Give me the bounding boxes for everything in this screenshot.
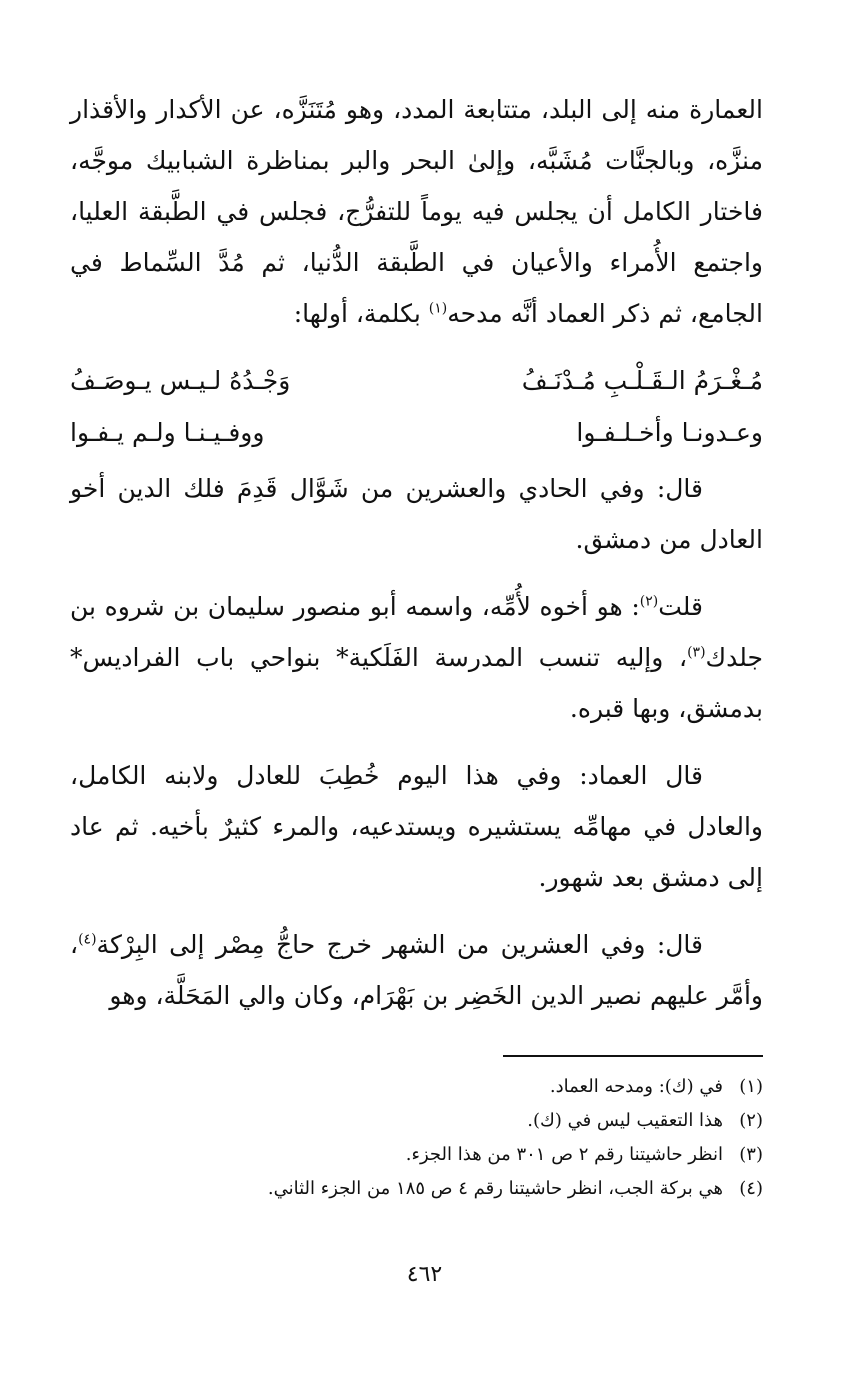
paragraph-5-text-b: ، وأمَّر عليهم نصير الدين الخَضِر بن بَهْرَام، وكان والي المَحَلَّة، وهو — [70, 930, 763, 1010]
footnote-text: في (ك): ومدحه العماد. — [549, 1076, 723, 1097]
paragraph-1-end: بكلمة، أولها: — [293, 299, 429, 328]
verse-2-first-hemistich: وعـدونـا وأخـلـفـوا — [576, 418, 763, 447]
paragraph-5-text-a: قال: وفي العشرين من الشهر خرج حاجُّ مِصْر إلى البِرْكة — [96, 930, 703, 959]
page-body — [70, 84, 763, 1037]
footnote-3 — [70, 1138, 763, 1172]
footnote-number: (٤) — [739, 1178, 763, 1199]
paragraph-3 — [70, 581, 763, 734]
paragraph-2: قال: وفي الحادي والعشرين من شَوَّال قَدِمَ فلك الدين أخو العادل من دمشق. — [70, 474, 763, 554]
footnote-ref-1[interactable]: (١) — [428, 300, 448, 317]
footnote-4 — [70, 1172, 763, 1206]
footnote-number: (٣) — [739, 1144, 763, 1165]
footnote-1 — [70, 1070, 763, 1104]
paragraph-3-text-a: قلت — [658, 592, 703, 621]
verse-line-1 — [70, 355, 763, 407]
verse-1-first-hemistich: مُـغْـرَمُ الـقَـلْـبِ مُـدْنَـفُ — [521, 366, 763, 395]
footnote-ref-3[interactable]: (٣) — [687, 644, 706, 661]
paragraph-5 — [70, 919, 763, 1021]
paragraph-1 — [70, 84, 763, 339]
paragraph-3-text-b: : هو أخوه لأُمِّه، واسمه أبو منصور سليمان بن شروه بن جلدك — [70, 592, 763, 672]
verse-2-second-hemistich: ووفـيـنـا ولـم يـفـوا — [70, 418, 265, 447]
footnote-text: انظر حاشيتنا رقم ٢ ص ٣٠١ من هذا الجزء. — [405, 1144, 723, 1165]
footnote-ref-2[interactable]: (٢) — [639, 593, 659, 610]
footnotes — [70, 1070, 763, 1206]
footnote-2 — [70, 1104, 763, 1138]
verse-line-2 — [70, 407, 763, 459]
footnote-ref-4[interactable]: (٤) — [78, 931, 97, 948]
footnote-separator — [503, 1055, 763, 1057]
page-number: ٤٦٢ — [406, 1262, 443, 1287]
footnote-text: هي بركة الجب، انظر حاشيتنا رقم ٤ ص ١٨٥ من الجزء الثاني. — [267, 1178, 723, 1199]
poem-verse — [70, 355, 763, 459]
verse-1-second-hemistich: وَجْـدُهُ لـيـس يـوصَـفُ — [70, 366, 291, 395]
footnote-number: (١) — [739, 1076, 763, 1097]
paragraph-1-text: العمارة منه إلى البلد، متتابعة المدد، وهو مُتَنَزَّه، عن الأكدار والأقذار منزَّه، وبالجنَّات مُشَبَّه، وإلىٰ البحر والبر بمناظرة الشبابيك موجَّه، فاختار الكامل أن يجلس فيه يوماً للتفرُّج، فجلس في الطَّبقة العليا، واجتمع الأُمراء والأعيان في الطَّبقة الدُّنيا، ثم مُدَّ السِّماط في الجامع، ثم ذكر العماد أنَّه مدحه — [70, 95, 763, 328]
footnote-text: هذا التعقيب ليس في (ك). — [527, 1110, 723, 1131]
footnote-number: (٢) — [739, 1110, 763, 1131]
paragraph-3-text-c: ، وإليه تنسب المدرسة الفَلَكية* بنواحي باب الفراديس* بدمشق، وبها قبره. — [70, 643, 763, 723]
paragraph-4: قال العماد: وفي هذا اليوم خُطِبَ للعادل ولابنه الكامل، والعادل في مهامِّه يستشيره ويستدعيه، والمرء كثيرٌ بأخيه. ثم عاد إلى دمشق بعد شهور. — [70, 761, 763, 892]
